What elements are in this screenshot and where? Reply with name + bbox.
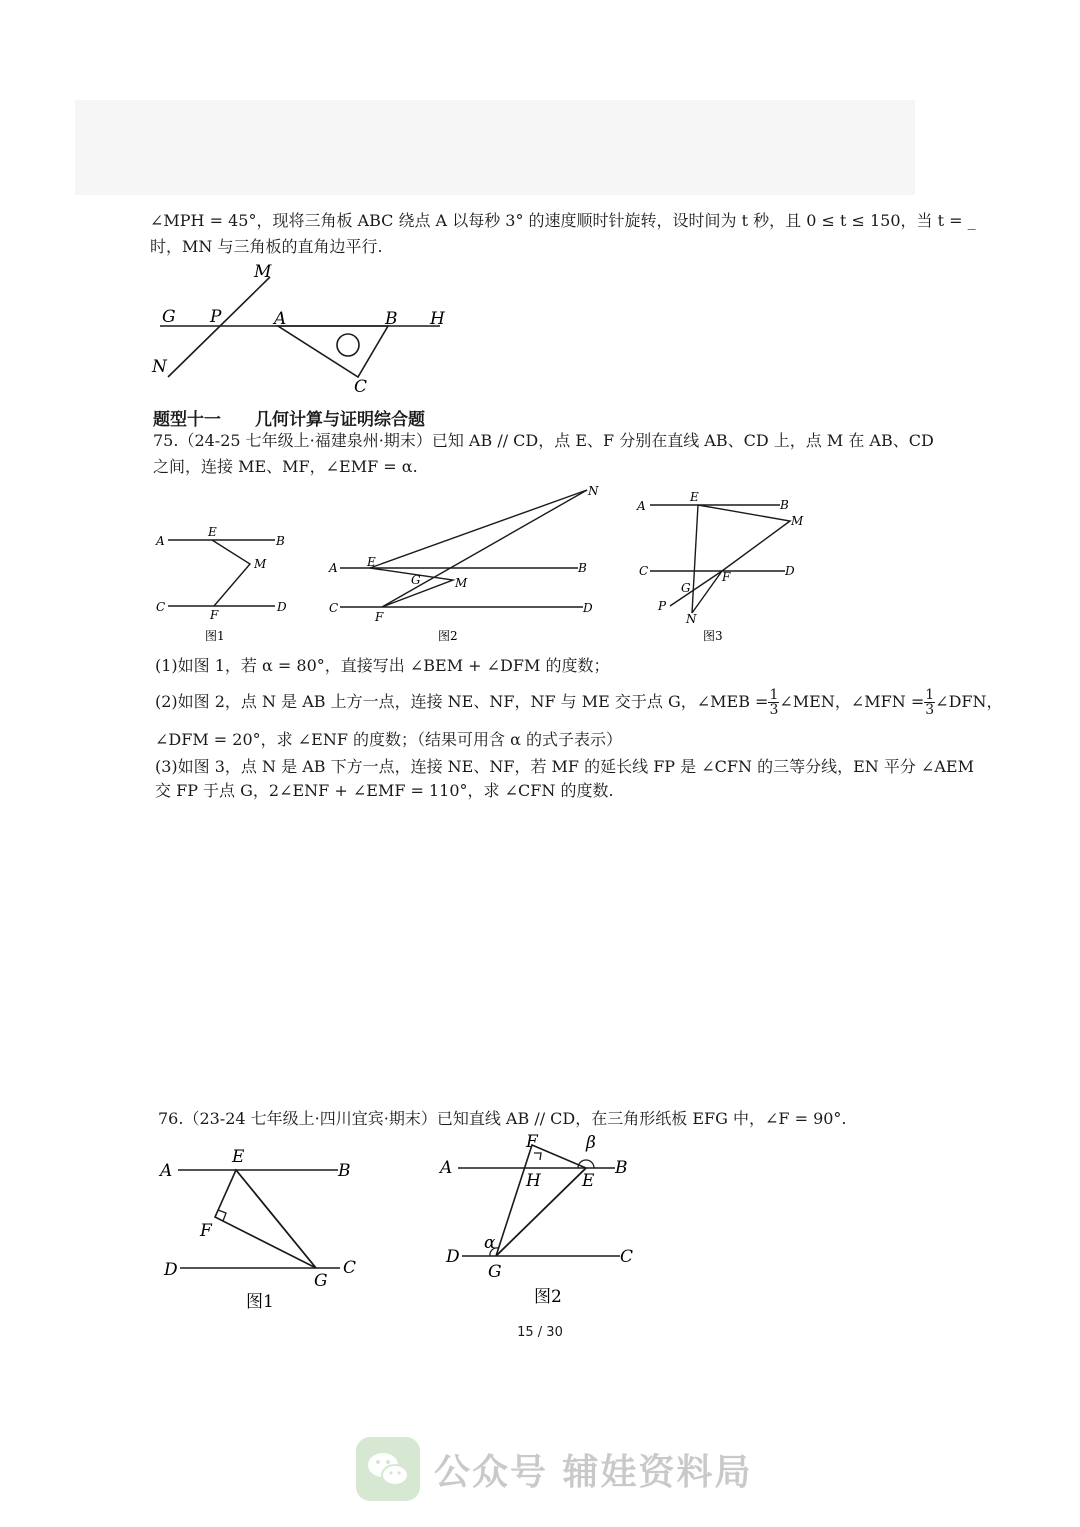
wechat-icon [356,1437,420,1501]
label-M: M [455,576,468,590]
q75-part2-line1 [155,688,1003,717]
label-M: M [254,262,272,282]
fraction-one-third: $\frac{1}{3}$ [925,687,935,718]
label-B: B [276,534,285,548]
label-M: M [791,514,804,528]
label-B: B [385,309,398,329]
q75-figure-2 [325,480,605,650]
label-C: C [354,377,368,397]
label-C: C [639,564,649,578]
top-problem-line2: 时，MN 与三角板的直角边平行. [150,237,383,256]
label-A: A [160,1161,173,1181]
q76-figure-1 [150,1140,380,1315]
label-D: D [583,601,593,615]
label-A: A [637,499,646,513]
page-number: 15 / 30 [517,1325,563,1340]
label-F: F [375,610,384,624]
label-H: H [526,1171,541,1191]
watermark-text: 公众号 辅娃资料局 [434,1451,753,1493]
label-H: H [430,309,445,329]
q76-figure-2 [430,1130,650,1315]
watermark [356,1437,753,1501]
label-D: D [785,564,795,578]
label-C: C [343,1258,357,1278]
label-C: C [156,600,166,614]
q75-part2-line2: ∠DFM = 20°，求 ∠ENF 的度数；（结果可用含 α 的式子表示） [155,730,622,749]
label-N: N [152,357,167,377]
q75-part3-line1: (3)如图 3，点 N 是 AB 下方一点，连接 NE、NF，若 MF 的延长线 FP 是 ∠CFN 的三等分线，EN 平分 ∠AEM [155,757,974,776]
q75-part2-a: (2)如图 2，点 N 是 AB 上方一点，连接 NE、NF，NF 与 ME 交于点 G，∠MEB = [155,692,769,711]
top-shading [75,100,915,195]
label-E: E [208,525,217,539]
q75-part3-line2: 交 FP 于点 G，2∠ENF + ∠EMF = 110°，求 ∠CFN 的度数. [155,781,614,800]
top-problem-line1: ∠MPH = 45°，现将三角板 ABC 绕点 A 以每秒 3° 的速度顺时针旋转，设时间为 t 秒，且 0 ≤ t ≤ 150，当 t = _ [150,211,976,230]
label-A: A [329,561,338,575]
q76-fig2-caption: 图2 [534,1287,562,1307]
label-N: N [686,612,697,626]
label-C: C [620,1247,634,1267]
q75-part2-b: ∠MEN，∠MFN = [779,692,925,711]
label-D: D [446,1247,460,1267]
label-N: N [588,484,599,498]
label-C: C [329,601,339,615]
label-F: F [200,1221,212,1241]
label-A: A [440,1158,453,1178]
label-G: G [314,1271,328,1291]
q75-part2-c: ∠DFN， [935,692,1003,711]
label-E: E [582,1171,595,1191]
label-beta: β [586,1133,596,1153]
label-G: G [681,581,691,595]
q75-figure-1 [150,520,300,650]
q75-line2: 之间，连接 ME、MF，∠EMF = α. [153,457,418,476]
label-P: P [658,599,667,613]
label-A: A [156,534,165,548]
label-D: D [277,600,287,614]
label-B: B [780,498,789,512]
q75-part1: (1)如图 1，若 α = 80°，直接写出 ∠BEM + ∠DFM 的度数； [155,656,610,675]
label-F: F [526,1132,538,1152]
top-figure [140,262,460,402]
label-G: G [162,307,176,327]
q75-figure-3 [630,485,810,650]
label-F: F [210,608,219,622]
label-F: F [722,570,731,584]
label-alpha: α [484,1233,496,1253]
label-B: B [578,561,587,575]
q76-line1: 76.（23-24 七年级上·四川宜宾·期末）已知直线 AB // CD，在三角形纸板 EFG 中，∠F = 90°. [158,1109,847,1128]
label-E: E [367,555,376,569]
label-G: G [488,1262,502,1282]
label-B: B [615,1158,628,1178]
label-D: D [164,1260,178,1280]
label-A: A [274,309,287,329]
fig3-caption: 图3 [703,629,723,643]
section-heading: 题型十一 几何计算与证明综合题 [153,410,425,430]
label-E: E [232,1147,245,1167]
q75-line1: 75.（24-25 七年级上·福建泉州·期末）已知 AB // CD，点 E、F 分别在直线 AB、CD 上，点 M 在 AB、CD [153,431,934,450]
label-G: G [411,573,421,587]
fig1-caption: 图1 [205,629,225,643]
q76-fig1-caption: 图1 [246,1292,274,1312]
label-P: P [210,307,222,327]
label-M: M [254,557,267,571]
fraction-one-third: $\frac{1}{3}$ [769,687,779,718]
label-E: E [690,490,699,504]
fig2-caption: 图2 [438,629,458,643]
label-B: B [338,1161,351,1181]
